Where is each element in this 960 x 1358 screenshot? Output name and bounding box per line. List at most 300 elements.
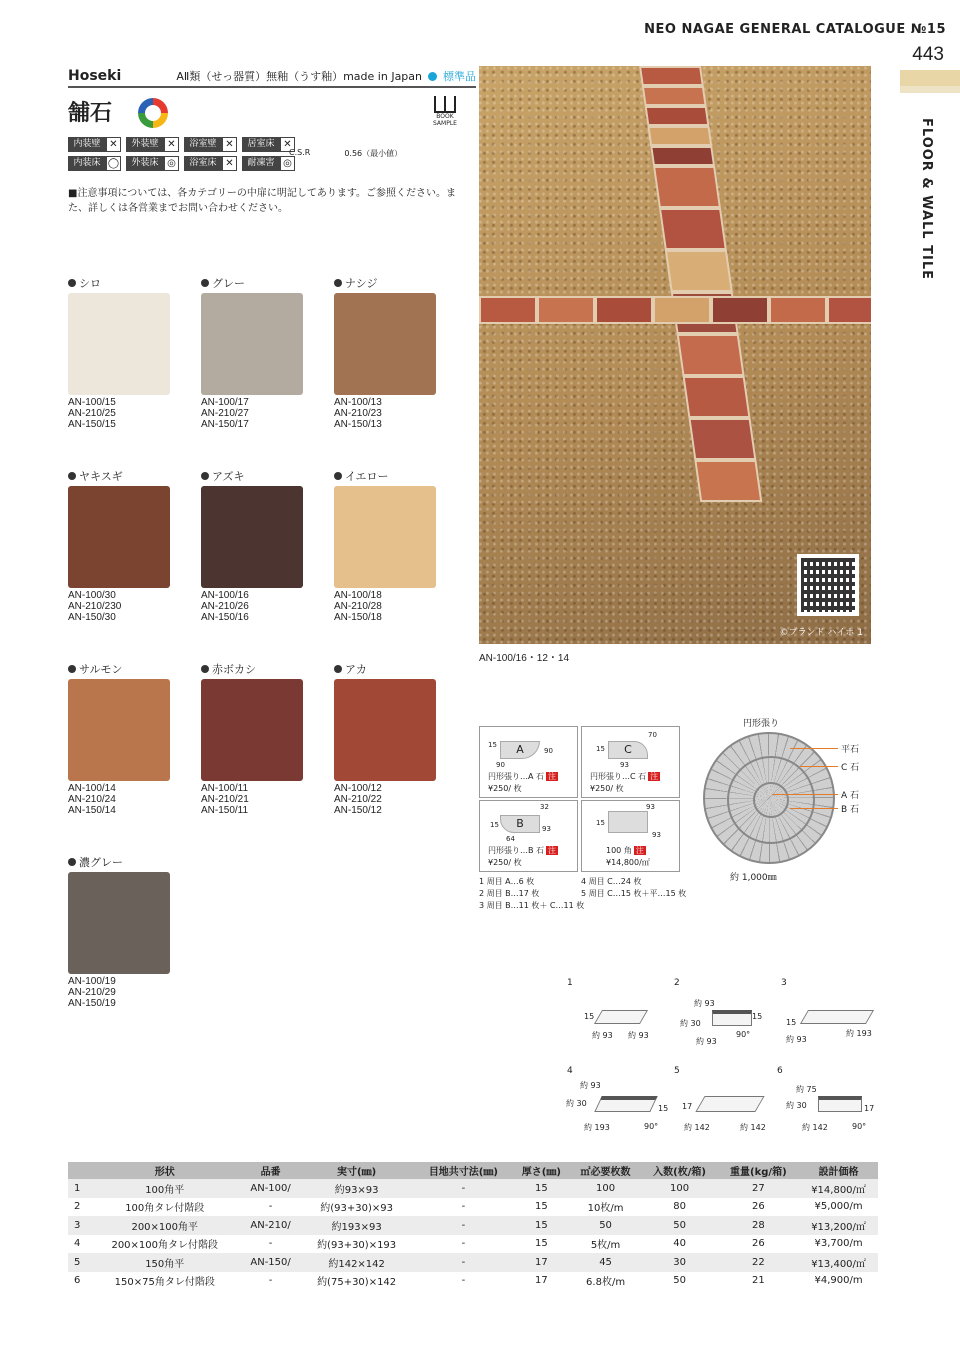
product-code: AN-150/13 <box>334 419 382 430</box>
swatch-tile <box>68 486 170 588</box>
usage-mark: ✕ <box>222 156 237 171</box>
profile-number: 4 <box>567 1066 573 1076</box>
swatch-name: グレー <box>201 275 305 291</box>
table-header-cell: 入数(枚/箱) <box>642 1162 718 1179</box>
circle-label-c: C 石 <box>841 763 860 773</box>
leader-line <box>800 766 838 767</box>
product-code: AN-100/19 <box>68 976 116 987</box>
swatch-name: アズキ <box>201 468 305 484</box>
brand-name: Hoseki <box>68 68 122 84</box>
product-code: AN-210/27 <box>201 408 249 419</box>
piece-shape-b: B <box>500 815 540 833</box>
table-row <box>68 1179 878 1198</box>
product-code: AN-100/15 <box>68 397 116 408</box>
paver <box>650 146 715 166</box>
table-cell: 21 <box>751 1275 765 1287</box>
piece-dim: 70 <box>648 731 657 739</box>
standard-dot-icon <box>428 72 437 81</box>
piece-dim: 15 <box>490 821 499 829</box>
table-cell: 2 <box>74 1201 81 1213</box>
product-code: AN-210/22 <box>334 794 382 805</box>
usage-mark: ◯ <box>107 157 120 169</box>
profile-dim: 17 <box>864 1104 875 1113</box>
table-cell: - <box>414 1179 514 1198</box>
paver <box>645 106 710 126</box>
swatch-tile <box>334 486 436 588</box>
usage-mark: ✕ <box>106 137 121 152</box>
paver-band-horizontal <box>479 296 871 324</box>
table-cell: 200×100角平 <box>88 1216 241 1235</box>
table-row <box>68 1253 878 1272</box>
piece-name <box>488 845 558 856</box>
product-code: AN-100/14 <box>68 783 116 794</box>
profile-dim: 約 93 <box>580 1081 601 1090</box>
swatch-name: 赤ボカシ <box>201 661 305 677</box>
table-cell: 15 <box>513 1216 569 1235</box>
color-swatch <box>334 468 438 623</box>
product-code: AN-100/16 <box>201 590 249 601</box>
product-code: AN-150/15 <box>68 419 116 430</box>
swatch-tile <box>68 679 170 781</box>
table-cell: - <box>268 1238 273 1250</box>
usage-label: 浴室壁 <box>184 137 222 152</box>
product-code: AN-100/18 <box>334 590 382 601</box>
profile-number: 1 <box>567 978 573 988</box>
piece-name-text: 円形張り…C 石 <box>590 772 647 781</box>
piece-dim: 15 <box>488 741 497 749</box>
table-cell: ¥13,400/㎡ <box>799 1253 878 1272</box>
profile-dim: 90° <box>852 1122 867 1131</box>
table-header-cell: 厚さ(㎜) <box>513 1162 569 1179</box>
profile-dim: 90° <box>736 1030 751 1039</box>
paver <box>659 208 727 250</box>
table-row <box>68 1198 878 1217</box>
paver <box>688 418 756 460</box>
product-code: AN-210/28 <box>334 601 382 612</box>
book-sample-label: BOOK SAMPLE <box>433 113 457 127</box>
usage-mark: ✕ <box>280 137 295 152</box>
table-cell: 26 <box>751 1201 765 1213</box>
table-cell: 15 <box>534 1238 548 1250</box>
profile-shape <box>695 1096 764 1112</box>
usage-label: 居室床 <box>242 137 280 152</box>
piece-dim: 32 <box>540 803 549 811</box>
table-cell: 約193×93 <box>300 1216 414 1235</box>
table-cell: - <box>414 1216 514 1235</box>
product-code: AN-150/18 <box>334 612 382 623</box>
usage-mark: ◎ <box>280 156 295 171</box>
book-sample-icon[interactable] <box>426 96 464 126</box>
table-cell: 200×100角タレ付階段 <box>111 1240 219 1252</box>
swatch-name: サルモン <box>68 661 172 677</box>
page-number: 443 <box>912 44 944 65</box>
usage-cell <box>68 155 122 171</box>
usage-mark: ✕ <box>222 137 237 152</box>
table-cell: 50 <box>642 1216 718 1235</box>
product-code: AN-100/13 <box>334 397 382 408</box>
profile-number: 2 <box>674 978 680 988</box>
paver-band-vertical <box>639 66 770 502</box>
paver <box>769 296 827 324</box>
profile-number: 6 <box>777 1066 783 1076</box>
product-code: AN-100/12 <box>334 783 382 794</box>
profile-dim: 約 142 <box>684 1123 710 1132</box>
swatch-tile <box>68 872 170 974</box>
piece-price: ¥250/ 枚 <box>488 784 522 793</box>
usage-cell <box>242 155 296 171</box>
spec-table-head <box>68 1162 878 1179</box>
table-cell: 約(93+30)×93 <box>320 1203 393 1215</box>
product-code: AN-210/26 <box>201 601 249 612</box>
usage-label: 浴室床 <box>184 156 222 171</box>
piece-dim: 64 <box>506 835 515 843</box>
swatch-codes <box>201 783 305 816</box>
table-cell: 40 <box>673 1238 686 1250</box>
swatch-name: アカ <box>334 661 438 677</box>
leader-line <box>772 794 838 795</box>
circle-label-b: B 石 <box>841 805 860 815</box>
open-book-icon <box>434 96 456 113</box>
product-code: AN-150/19 <box>68 998 116 1009</box>
circle-width: 約 1,000㎜ <box>730 873 777 883</box>
table-cell: 45 <box>570 1253 642 1272</box>
swatch-name: シロ <box>68 275 172 291</box>
table-cell: 50 <box>570 1216 642 1235</box>
profile-dim: 約 142 <box>740 1123 766 1132</box>
order-tag: 注 <box>635 846 644 855</box>
profile-shape <box>712 1010 752 1026</box>
table-cell: AN-100/ <box>241 1179 299 1198</box>
table-cell: 100角平 <box>88 1179 241 1198</box>
circle-layout-diagram <box>703 732 835 864</box>
table-cell: 26 <box>751 1238 765 1250</box>
swatch-name: ナシジ <box>334 275 438 291</box>
installation-photo <box>479 66 871 644</box>
swatch-name: イエロー <box>334 468 438 484</box>
table-cell: - <box>268 1201 273 1213</box>
piece-price: ¥250/ 枚 <box>488 858 522 867</box>
lap-note: 1 周目 A…6 枚 <box>479 877 535 886</box>
special-piece-square <box>581 800 680 872</box>
swatch-codes <box>334 397 438 430</box>
product-code: AN-100/30 <box>68 590 116 601</box>
paver <box>694 460 762 502</box>
piece-dim: 93 <box>620 761 629 769</box>
qr-pattern <box>801 558 855 612</box>
profile-dim: 15 <box>584 1012 595 1021</box>
table-cell: 4 <box>74 1238 81 1250</box>
table-header-cell: 実寸(㎜) <box>300 1162 414 1179</box>
table-cell: 約93×93 <box>300 1179 414 1198</box>
piece-name-text: 100 角 <box>606 846 632 855</box>
piece-dim: 93 <box>652 831 661 839</box>
lap-note: 2 周目 B…17 枚 <box>479 889 540 898</box>
swatch-codes <box>201 590 305 623</box>
swatch-tile <box>201 293 303 395</box>
brand-spec: AⅡ類（せっ器質）無釉（うす釉）made in Japan <box>176 70 422 83</box>
table-header-cell: 設計価格 <box>799 1162 878 1179</box>
swatch-codes <box>201 397 305 430</box>
order-tag: 注 <box>650 772 659 781</box>
table-cell: 17 <box>513 1253 569 1272</box>
color-swatch <box>334 275 438 430</box>
color-swatch <box>201 468 305 623</box>
swatch-tile <box>68 293 170 395</box>
eco-badge-icon <box>138 98 168 128</box>
table-cell: 100角タレ付階段 <box>125 1203 205 1215</box>
color-swatch <box>201 275 305 430</box>
swatch-tile <box>201 486 303 588</box>
product-code: AN-150/30 <box>68 612 116 623</box>
table-cell: 約(93+30)×193 <box>317 1240 397 1252</box>
swatch-name: 濃グレー <box>68 854 172 870</box>
profile-dim: 17 <box>682 1102 693 1111</box>
profile-shape <box>594 1010 648 1024</box>
table-cell: 6 <box>74 1275 81 1287</box>
paver <box>683 376 751 418</box>
profile-dim: 約 93 <box>628 1031 649 1040</box>
table-cell: 6.8枚/m <box>586 1277 626 1289</box>
qr-code-icon[interactable] <box>797 554 859 616</box>
table-cell: 15 <box>534 1201 548 1213</box>
table-header-cell: 目地共寸法(㎜) <box>414 1162 514 1179</box>
usage-label: 耐凍害 <box>242 156 280 171</box>
piece-shape-square <box>608 811 648 833</box>
table-cell: - <box>461 1275 466 1287</box>
table-cell: 15 <box>513 1179 569 1198</box>
table-header-cell: 重量(kg/箱) <box>718 1162 800 1179</box>
table-cell: ¥5,000/m <box>814 1201 863 1213</box>
usage-cell <box>68 136 122 152</box>
piece-shape-a: A <box>500 741 540 759</box>
product-title: 舗石 <box>68 101 113 126</box>
swatch-tile <box>334 293 436 395</box>
usage-mark: ◎ <box>164 156 179 171</box>
table-row <box>68 1235 878 1254</box>
leader-line <box>790 748 838 749</box>
table-cell: ¥4,900/m <box>814 1275 863 1287</box>
usage-label: 外装床 <box>126 156 164 171</box>
photo-note: ©ブランド ハイホ 1 <box>779 628 863 638</box>
table-cell: 約142×142 <box>300 1253 414 1272</box>
usage-cell <box>126 155 180 171</box>
profile-dim: 約 193 <box>846 1029 872 1038</box>
table-cell: 27 <box>718 1179 800 1198</box>
spec-table-body <box>68 1179 878 1290</box>
header-bar-light <box>900 86 960 93</box>
special-piece-a <box>479 726 578 798</box>
order-tag: 注 <box>548 772 557 781</box>
table-cell: 約(75+30)×142 <box>317 1277 397 1289</box>
piece-name <box>606 845 646 856</box>
profile-number: 3 <box>781 978 787 988</box>
table-cell: 30 <box>642 1253 718 1272</box>
lap-note: 3 周目 B…11 枚＋ C…11 枚 <box>479 901 585 910</box>
table-cell: 28 <box>718 1216 800 1235</box>
paver <box>639 66 704 86</box>
table-cell: - <box>268 1275 273 1287</box>
product-code: AN-100/17 <box>201 397 249 408</box>
table-cell: AN-150/ <box>241 1253 299 1272</box>
swatch-codes <box>68 397 172 430</box>
lap-notes-left <box>479 876 584 912</box>
usage-grid <box>68 136 296 171</box>
table-cell: 100 <box>570 1179 642 1198</box>
color-swatch <box>334 661 438 816</box>
profile-dim: 約 75 <box>796 1085 817 1094</box>
usage-cell <box>184 136 238 152</box>
product-code: AN-210/25 <box>68 408 116 419</box>
piece-dim: 90 <box>544 747 553 755</box>
product-code: AN-150/12 <box>334 805 382 816</box>
paver <box>711 296 769 324</box>
piece-dim: 90 <box>496 761 505 769</box>
product-code: AN-100/11 <box>201 783 249 794</box>
product-code: AN-210/23 <box>334 408 382 419</box>
swatch-codes <box>334 783 438 816</box>
table-cell: 5 <box>68 1253 88 1272</box>
profile-dim: 約 30 <box>680 1019 701 1028</box>
table-cell: 100 <box>642 1179 718 1198</box>
table-cell: AN-210/ <box>241 1216 299 1235</box>
profile-dim: 約 30 <box>786 1101 807 1110</box>
photo-caption: AN-100/16・12・14 <box>479 653 570 664</box>
product-code: AN-150/17 <box>201 419 249 430</box>
profile-dim: 約 93 <box>786 1035 807 1044</box>
table-row <box>68 1272 878 1291</box>
color-swatch <box>68 468 172 623</box>
piece-dim: 93 <box>646 803 655 811</box>
brand-row <box>68 66 476 88</box>
paver <box>642 86 707 106</box>
table-cell: ¥14,800/㎡ <box>799 1179 878 1198</box>
table-header-cell: 品番 <box>241 1162 299 1179</box>
table-cell: 1 <box>68 1179 88 1198</box>
spec-table <box>68 1162 878 1290</box>
circle-label-flat: 平石 <box>841 745 860 755</box>
special-piece-c <box>581 726 680 798</box>
profile-dim: 15 <box>752 1012 763 1021</box>
table-cell: ¥13,200/㎡ <box>799 1216 878 1235</box>
profile-dim: 約 193 <box>584 1123 610 1132</box>
circle-label-a: A 石 <box>841 791 860 801</box>
paver <box>647 126 712 146</box>
paver <box>595 296 653 324</box>
product-code: AN-210/29 <box>68 987 116 998</box>
usage-cell <box>242 136 296 152</box>
piece-name-text: 円形張り…B 石 <box>488 846 545 855</box>
swatch-tile <box>201 679 303 781</box>
paver <box>653 296 711 324</box>
profile-dim: 約 30 <box>566 1099 587 1108</box>
swatch-codes <box>68 590 172 623</box>
piece-dim: 15 <box>596 745 605 753</box>
lap-note: 5 周目 C…15 枚＋平…15 枚 <box>581 889 687 898</box>
table-cell: 80 <box>673 1201 686 1213</box>
table-cell: ¥3,700/m <box>814 1238 863 1250</box>
usage-cell <box>184 155 238 171</box>
usage-cell <box>126 136 180 152</box>
profile-dim: 約 93 <box>694 999 715 1008</box>
piece-price: ¥14,800/㎡ <box>606 858 650 867</box>
piece-shape-c: C <box>608 741 648 759</box>
table-cell: 17 <box>534 1275 548 1287</box>
usage-label: 内装壁 <box>68 137 106 152</box>
order-tag: 注 <box>548 846 557 855</box>
table-header-cell: 形状 <box>88 1162 241 1179</box>
usage-label: 外装壁 <box>126 137 164 152</box>
piece-name <box>590 771 660 782</box>
profile-dim: 90° <box>644 1122 659 1131</box>
color-swatch <box>201 661 305 816</box>
paver <box>653 166 721 208</box>
profile-dim: 約 142 <box>802 1123 828 1132</box>
leader-line <box>790 808 838 809</box>
swatch-codes <box>68 976 172 1009</box>
table-cell: 50 <box>673 1275 686 1287</box>
swatch-codes <box>334 590 438 623</box>
header-bar <box>900 70 960 86</box>
profile-dim: 15 <box>658 1104 669 1113</box>
profile-dim: 15 <box>786 1018 797 1027</box>
profile-shape <box>818 1096 862 1112</box>
side-label: FLOOR & WALL TILE <box>919 118 934 280</box>
product-code: AN-210/24 <box>68 794 116 805</box>
product-code: AN-150/16 <box>201 612 249 623</box>
paver <box>827 296 871 324</box>
profile-dim: 約 93 <box>592 1031 613 1040</box>
lap-note: 4 周目 C…24 枚 <box>581 877 642 886</box>
table-cell: - <box>414 1253 514 1272</box>
circle-title: 円形張り <box>743 719 780 729</box>
table-cell: 10枚/m <box>587 1203 624 1215</box>
lap-notes-right <box>581 876 686 900</box>
usage-mark: ✕ <box>164 137 179 152</box>
paver <box>537 296 595 324</box>
profile-dim: 約 93 <box>696 1037 717 1046</box>
product-code: AN-150/14 <box>68 805 116 816</box>
swatch-name: ヤキスギ <box>68 468 172 484</box>
table-cell: 5枚/m <box>590 1240 621 1252</box>
table-row <box>68 1216 878 1235</box>
catalogue-title: NEO NAGAE GENERAL CATALOGUE №15 <box>644 22 946 37</box>
product-code: AN-210/21 <box>201 794 249 805</box>
special-piece-b <box>479 800 578 872</box>
table-cell: - <box>461 1201 466 1213</box>
swatch-codes <box>68 783 172 816</box>
paver <box>677 334 745 376</box>
table-header-row <box>68 1162 878 1179</box>
table-cell: 150角平 <box>88 1253 241 1272</box>
product-code: AN-150/11 <box>201 805 249 816</box>
csr-row <box>289 148 402 159</box>
csr-label: C.S.R <box>289 148 311 157</box>
profile-number: 5 <box>674 1066 680 1076</box>
paver <box>665 250 733 292</box>
piece-name-text: 円形張り…A 石 <box>488 772 545 781</box>
brand-spec-group <box>176 68 476 84</box>
profile-shape <box>800 1010 874 1024</box>
standard-label: 標準品 <box>443 70 476 83</box>
csr-value: 0.56（最小値） <box>344 149 403 158</box>
table-header-cell <box>68 1162 88 1179</box>
table-cell: - <box>461 1238 466 1250</box>
color-swatch <box>68 275 172 430</box>
table-cell: 22 <box>718 1253 800 1272</box>
piece-dim: 93 <box>542 825 551 833</box>
color-swatch <box>68 661 172 816</box>
notice-text: ■注意事項については、各カテゴリーの中扉に明記してあります。ご参照ください。また、詳しくは各営業までお問い合わせください。 <box>68 188 457 214</box>
